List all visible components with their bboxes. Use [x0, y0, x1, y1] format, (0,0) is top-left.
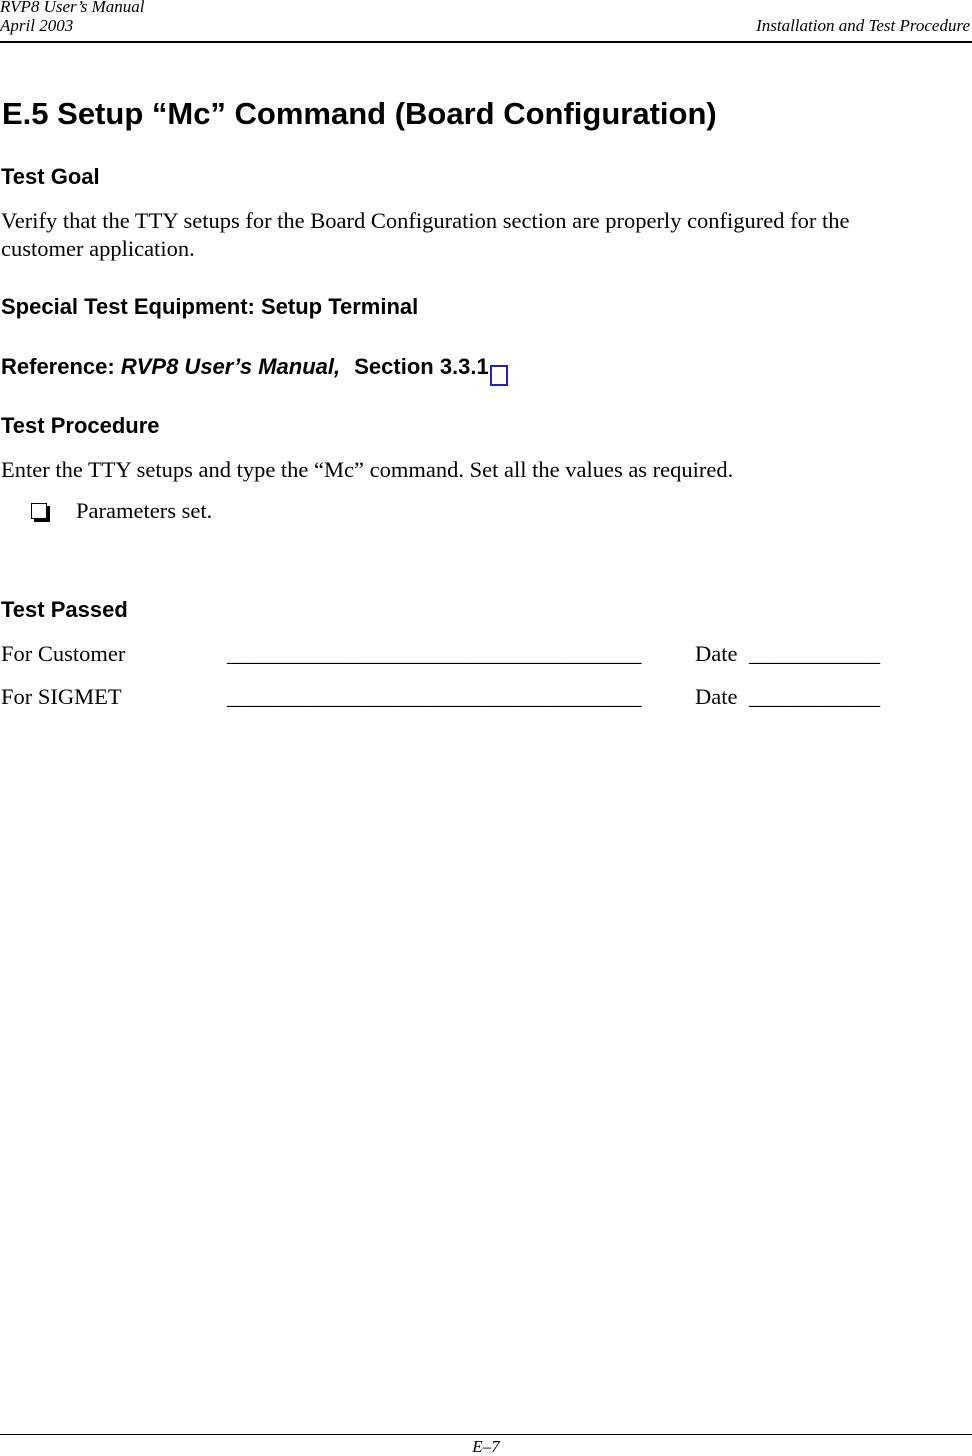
procedure-text: Enter the TTY setups and type the “Mc” command. Set all the values as required.: [1, 457, 734, 482]
procedure-heading: Test Procedure: [1, 413, 160, 438]
reference-manual-link[interactable]: RVP8 User’s Manual,: [120, 354, 341, 379]
customer-signature-line[interactable]: ______________________________________: [227, 641, 642, 666]
customer-label: For Customer: [1, 641, 126, 666]
parameters-set-checkbox[interactable]: [31, 503, 47, 519]
passed-heading: Test Passed: [1, 597, 128, 622]
sigmet-date-label: Date: [695, 684, 738, 709]
sigmet-label: For SIGMET: [1, 684, 122, 709]
equipment-heading: Special Test Equipment: Setup Terminal: [1, 294, 419, 319]
reference-line: [1, 354, 489, 380]
header-rule: [0, 41, 972, 43]
footer-rule: [0, 1434, 972, 1435]
test-goal-heading: Test Goal: [1, 164, 100, 189]
reference-section-link[interactable]: Section 3.3.1: [354, 354, 489, 379]
customer-date-line[interactable]: ____________: [749, 641, 880, 666]
header-date: April 2003: [0, 16, 74, 35]
link-highlight-box: [490, 365, 508, 386]
header-manual-title: RVP8 User’s Manual: [0, 0, 145, 16]
test-goal-text-line1: Verify that the TTY setups for the Board Configuration section are properly configured for the: [1, 208, 850, 233]
sigmet-date-line[interactable]: ____________: [749, 684, 880, 709]
header-chapter: Installation and Test Procedure: [756, 16, 970, 35]
customer-date-label: Date: [695, 641, 738, 666]
reference-label: Reference:: [1, 354, 115, 379]
page-number: E–7: [472, 1437, 500, 1456]
parameters-set-label: Parameters set.: [76, 498, 213, 523]
section-title: E.5 Setup “Mc” Command (Board Configuration): [2, 96, 717, 131]
sigmet-signature-line[interactable]: ______________________________________: [227, 684, 642, 709]
test-goal-text-line2: customer application.: [1, 236, 195, 261]
